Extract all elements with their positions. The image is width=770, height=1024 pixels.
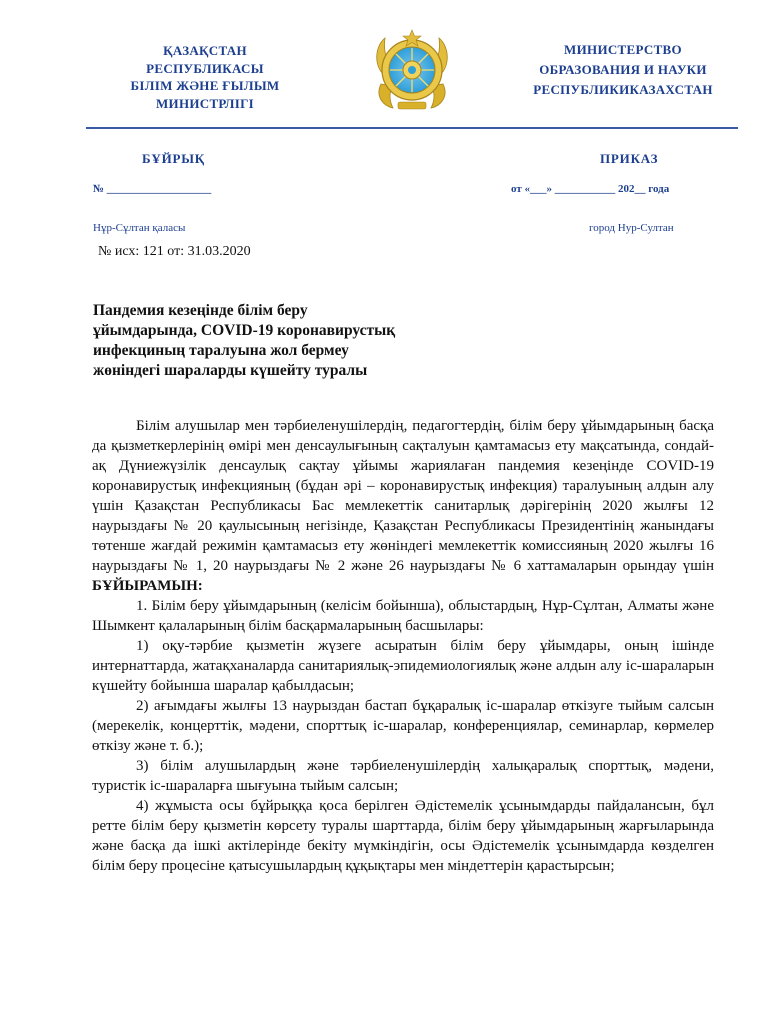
order-number-field: № ___________________	[93, 183, 212, 195]
subject-line: Пандемия кезеңінде білім беру	[93, 302, 308, 319]
state-emblem-icon	[371, 26, 453, 114]
order-body	[92, 416, 714, 876]
order-date-field: от «___» ___________ 202__ года	[511, 183, 670, 195]
ministry-name-kz-line: БІЛІМ ЖӘНЕ ҒЫЛЫМ	[130, 78, 280, 93]
ministry-name-kz-line: РЕСПУБЛИКАСЫ	[146, 60, 264, 76]
ministry-name-ru-line: ОБРАЗОВАНИЯ И НАУКИ	[539, 62, 707, 77]
item-1-1: 1) оқу-тәрбие қызметін жүзеге асыратын білім беру ұйымдары, оның ішінде интернаттарда, жатақханаларда санитариялық-эпидемиологиялық және алдын алу іс-шараларын күшейту бойынша шаралар қабылдасын;	[92, 638, 714, 694]
intro-text: Білім алушылар мен тәрбиеленушілердің, педагогтердің, білім беру ұйымдарының басқа да қызметкерлерінің өмірі мен денсаулығының сақталуын қамтамасыз ету мақсатында, сондай-ақ Дүниежүзілік денсаулық сақтау ұйымы жариялаған пандемия кезеңінде COVID-19 коронавирустық инфекцияның (бұдан әрі – коронавирустық инфекция) таралуының алдын алу үшін Қазақстан Республикасы Бас мемлекеттік санитарлық дәрігерінің 2020 жылғы 12 наурыздағы № 20 қаулысының негізінде, Қазақстан Республикасы Президентінің жанындағы төтенше жағдай режимін қамтамасыз ету жөніндегі мемлекеттік комиссияның 2020 жылғы 16 наурыздағы № 1, 20 наурыздағы № 2 және 26 наурыздағы № 6 хаттамаларын орындау үшін	[92, 418, 714, 574]
item-1-3: 3) білім алушылардың және тәрбиеленушілердің халықаралық спорттық, мәдени, туристік іс-шараларға шығуына тыйым салсын;	[92, 758, 714, 794]
ministry-name-kz-line: ҚАЗАҚСТАН	[163, 43, 247, 58]
item-1-2: 2) ағымдағы жылғы 13 наурыздан бастап бұқаралық іс-шаралар өткізуге тыйым салсын (мерекелік, концерттік, мәдени, спорттық іс-шаралар, конференциялар, семинарлар, көрмелер өткізу және т. б.);	[92, 698, 714, 754]
city-kz: Нұр-Сұлтан қаласы	[93, 222, 186, 234]
registration-stamp: № исх: 121 от: 31.03.2020	[98, 244, 251, 259]
ministry-name-kz-line: МИНИСТРЛІГІ	[155, 95, 255, 111]
item-1-4: 4) жұмыста осы бұйрыққа қоса берілген Әдістемелік ұсынымдарды пайдалансын, бұл ретте білім беру қызметін көрсету туралы шарттарда, білім беру ұйымдарының жарғыларында және басқа да ішкі актілерінде бекіту мүмкіндігін, осы Әдістемелік ұсынымдарда көзделген білім беру процесіне қатысушылардың құқықтары мен міндеттерін қарастырсын;	[92, 798, 714, 874]
item-1: 1. Білім беру ұйымдарының (келісім бойынша), облыстардың, Нұр-Сұлтан, Алматы және Шымкент қалаларының білім басқармаларының басшылары:	[92, 598, 714, 634]
order-directive: БҰЙЫРАМЫН:	[92, 578, 203, 594]
ministry-name-ru	[512, 40, 734, 100]
order-subject	[93, 301, 493, 381]
ministry-name-ru-line: МИНИСТЕРСТВО	[564, 42, 682, 57]
subject-line: жөніндегі шараларды күшейту туралы	[93, 362, 368, 379]
ministry-name-kz	[96, 42, 314, 112]
city-ru: город Нур-Султан	[589, 222, 674, 234]
subject-line: ұйымдарында, COVID-19 коронавирустық	[93, 322, 396, 339]
order-title-kz: БҰЙРЫҚ	[142, 151, 206, 166]
subject-line: инфекциның таралуына жол бермеу	[93, 342, 349, 359]
header-divider	[86, 127, 738, 129]
intro-paragraph	[92, 416, 714, 596]
order-title-ru: ПРИКАЗ	[600, 151, 659, 166]
ministry-name-ru-line: РЕСПУБЛИКИКАЗАХСТАН	[533, 82, 713, 97]
